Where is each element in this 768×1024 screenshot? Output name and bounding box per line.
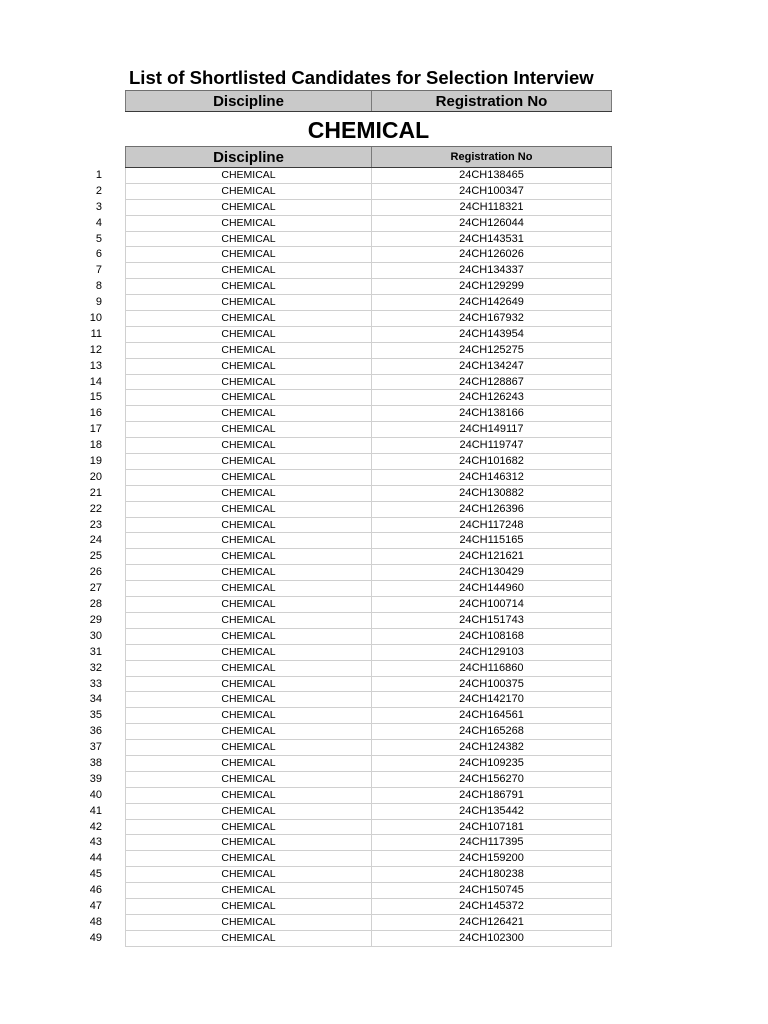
registration-no-cell: 24CH117248 [372, 518, 612, 534]
table-row [0, 581, 768, 597]
registration-no-cell: 24CH108168 [372, 629, 612, 645]
table-row [0, 454, 768, 470]
discipline-cell: CHEMICAL [125, 406, 372, 422]
row-number: 8 [95, 280, 102, 293]
table-row [0, 518, 768, 534]
row-number: 10 [89, 312, 102, 325]
registration-no-cell: 24CH117395 [372, 835, 612, 851]
registration-no-cell: 24CH134337 [372, 263, 612, 279]
registration-no-cell: 24CH134247 [372, 359, 612, 375]
table-row [0, 708, 768, 724]
table-row [0, 247, 768, 263]
row-number: 13 [89, 359, 102, 372]
row-number: 19 [89, 455, 102, 468]
table-row [0, 200, 768, 216]
table-row [0, 502, 768, 518]
discipline-cell: CHEMICAL [125, 788, 372, 804]
registration-no-cell: 24CH145372 [372, 899, 612, 915]
row-number: 47 [89, 899, 102, 912]
registration-no-cell: 24CH101682 [372, 454, 612, 470]
discipline-cell: CHEMICAL [125, 359, 372, 375]
table-row [0, 915, 768, 931]
discipline-cell: CHEMICAL [125, 581, 372, 597]
row-number: 17 [89, 423, 102, 436]
registration-no-cell: 24CH126243 [372, 390, 612, 406]
row-number: 40 [89, 788, 102, 801]
table-row [0, 486, 768, 502]
registration-no-cell: 24CH102300 [372, 931, 612, 947]
discipline-cell: CHEMICAL [125, 820, 372, 836]
row-number: 6 [95, 248, 102, 261]
discipline-cell: CHEMICAL [125, 756, 372, 772]
discipline-cell: CHEMICAL [125, 565, 372, 581]
registration-no-cell: 24CH126421 [372, 915, 612, 931]
discipline-cell: CHEMICAL [125, 327, 372, 343]
table-row [0, 232, 768, 248]
table-header-row [125, 146, 612, 168]
row-number: 12 [89, 343, 102, 356]
discipline-cell: CHEMICAL [125, 772, 372, 788]
table-row [0, 470, 768, 486]
row-number: 21 [89, 486, 102, 499]
document-title: List of Shortlisted Candidates for Selection Interview [129, 67, 594, 88]
row-number: 15 [89, 391, 102, 404]
discipline-cell: CHEMICAL [125, 692, 372, 708]
registration-no-cell: 24CH119747 [372, 438, 612, 454]
table-row [0, 168, 768, 184]
row-number: 11 [90, 327, 102, 340]
row-number: 29 [89, 613, 102, 626]
section-title: CHEMICAL [307, 117, 430, 143]
table-row [0, 390, 768, 406]
registration-no-cell: 24CH149117 [372, 422, 612, 438]
row-number: 1 [95, 169, 102, 181]
discipline-cell: CHEMICAL [125, 184, 372, 200]
registration-no-cell: 24CH142170 [372, 692, 612, 708]
table-row [0, 311, 768, 327]
discipline-cell: CHEMICAL [125, 851, 372, 867]
table-row [0, 851, 768, 867]
discipline-cell: CHEMICAL [125, 168, 372, 184]
registration-no-cell: 24CH129103 [372, 645, 612, 661]
registration-no-cell: 24CH121621 [372, 549, 612, 565]
table-row [0, 438, 768, 454]
registration-no-cell: 24CH165268 [372, 724, 612, 740]
table-row [0, 740, 768, 756]
discipline-cell: CHEMICAL [125, 375, 372, 391]
row-number: 20 [89, 470, 102, 483]
discipline-cell: CHEMICAL [125, 629, 372, 645]
registration-no-cell: 24CH138465 [372, 168, 612, 184]
discipline-cell: CHEMICAL [125, 931, 372, 947]
registration-no-cell: 24CH143954 [372, 327, 612, 343]
top-header-row [125, 90, 612, 112]
table-row [0, 422, 768, 438]
row-number: 2 [95, 184, 102, 197]
registration-no-cell: 24CH100714 [372, 597, 612, 613]
registration-no-cell: 24CH126026 [372, 247, 612, 263]
registration-no-cell: 24CH135442 [372, 804, 612, 820]
discipline-cell: CHEMICAL [125, 883, 372, 899]
registration-no-cell: 24CH124382 [372, 740, 612, 756]
registration-no-cell: 24CH128867 [372, 375, 612, 391]
row-number: 46 [89, 884, 102, 897]
row-number: 18 [89, 439, 102, 452]
registration-no-cell: 24CH167932 [372, 311, 612, 327]
row-number: 33 [89, 677, 102, 690]
table-row [0, 375, 768, 391]
discipline-cell: CHEMICAL [125, 247, 372, 263]
table-row [0, 820, 768, 836]
table-row [0, 549, 768, 565]
row-number: 41 [89, 804, 102, 817]
row-number: 49 [89, 931, 102, 944]
registration-no-cell: 24CH100347 [372, 184, 612, 200]
registration-no-cell: 24CH126396 [372, 502, 612, 518]
row-number: 9 [95, 296, 102, 309]
registration-no-cell: 24CH115165 [372, 533, 612, 549]
registration-no-cell: 24CH116860 [372, 661, 612, 677]
row-number: 38 [89, 756, 102, 769]
discipline-cell: CHEMICAL [125, 343, 372, 359]
row-number: 22 [89, 502, 102, 515]
discipline-cell: CHEMICAL [125, 232, 372, 248]
discipline-cell: CHEMICAL [125, 454, 372, 470]
row-number: 35 [89, 709, 102, 722]
row-number: 42 [89, 820, 102, 833]
table-row [0, 565, 768, 581]
registration-no-cell: 24CH118321 [372, 200, 612, 216]
table-row [0, 216, 768, 232]
table-row [0, 835, 768, 851]
row-number: 32 [89, 661, 102, 674]
discipline-cell: CHEMICAL [125, 311, 372, 327]
discipline-cell: CHEMICAL [125, 724, 372, 740]
row-number: 37 [89, 741, 102, 754]
row-number: 28 [89, 598, 102, 611]
registration-no-cell: 24CH151743 [372, 613, 612, 629]
table-row [0, 772, 768, 788]
table-row [0, 184, 768, 200]
discipline-cell: CHEMICAL [125, 867, 372, 883]
discipline-cell: CHEMICAL [125, 279, 372, 295]
discipline-cell: CHEMICAL [125, 518, 372, 534]
discipline-cell: CHEMICAL [125, 915, 372, 931]
row-number: 48 [89, 915, 102, 928]
registration-no-cell: 24CH125275 [372, 343, 612, 359]
discipline-cell: CHEMICAL [125, 216, 372, 232]
row-number: 3 [95, 200, 102, 213]
row-number: 24 [89, 534, 102, 547]
table-row [0, 629, 768, 645]
registration-no-cell: 24CH144960 [372, 581, 612, 597]
registration-no-cell: 24CH126044 [372, 216, 612, 232]
table-row [0, 406, 768, 422]
discipline-cell: CHEMICAL [125, 677, 372, 693]
table-row [0, 295, 768, 311]
registration-no-cell: 24CH159200 [372, 851, 612, 867]
table-row [0, 343, 768, 359]
discipline-cell: CHEMICAL [125, 438, 372, 454]
discipline-cell: CHEMICAL [125, 899, 372, 915]
row-number: 36 [89, 725, 102, 738]
discipline-cell: CHEMICAL [125, 295, 372, 311]
discipline-cell: CHEMICAL [125, 708, 372, 724]
row-number: 5 [95, 232, 102, 245]
table-row [0, 899, 768, 915]
discipline-cell: CHEMICAL [125, 533, 372, 549]
registration-no-cell: 24CH130882 [372, 486, 612, 502]
discipline-cell: CHEMICAL [125, 502, 372, 518]
header-registration-no: Registration No [372, 91, 612, 111]
row-number: 23 [89, 518, 102, 531]
discipline-cell: CHEMICAL [125, 613, 372, 629]
registration-no-cell: 24CH146312 [372, 470, 612, 486]
table-row [0, 756, 768, 772]
table-row [0, 788, 768, 804]
registration-no-cell: 24CH129299 [372, 279, 612, 295]
discipline-cell: CHEMICAL [125, 263, 372, 279]
registration-no-cell: 24CH100375 [372, 677, 612, 693]
table-row [0, 279, 768, 295]
table-row [0, 597, 768, 613]
discipline-cell: CHEMICAL [125, 486, 372, 502]
column-header-discipline: Discipline [125, 147, 372, 167]
discipline-cell: CHEMICAL [125, 390, 372, 406]
registration-no-cell: 24CH156270 [372, 772, 612, 788]
registration-no-cell: 24CH107181 [372, 820, 612, 836]
registration-no-cell: 24CH130429 [372, 565, 612, 581]
discipline-cell: CHEMICAL [125, 597, 372, 613]
discipline-cell: CHEMICAL [125, 835, 372, 851]
registration-no-cell: 24CH142649 [372, 295, 612, 311]
table-row [0, 724, 768, 740]
registration-no-cell: 24CH180238 [372, 867, 612, 883]
row-number: 44 [89, 852, 102, 865]
row-number: 4 [95, 216, 102, 229]
row-number: 43 [89, 836, 102, 849]
discipline-cell: CHEMICAL [125, 470, 372, 486]
registration-no-cell: 24CH150745 [372, 883, 612, 899]
discipline-cell: CHEMICAL [125, 661, 372, 677]
table-row [0, 883, 768, 899]
table-row [0, 692, 768, 708]
discipline-cell: CHEMICAL [125, 200, 372, 216]
table-row [0, 931, 768, 947]
table-row [0, 867, 768, 883]
registration-no-cell: 24CH138166 [372, 406, 612, 422]
row-number: 45 [89, 868, 102, 881]
row-number: 25 [89, 550, 102, 563]
table-row [0, 359, 768, 375]
table-row [0, 263, 768, 279]
table-row [0, 613, 768, 629]
table-row [0, 327, 768, 343]
discipline-cell: CHEMICAL [125, 549, 372, 565]
table-row [0, 804, 768, 820]
table-row [0, 645, 768, 661]
row-number: 31 [89, 645, 102, 658]
table-row [0, 533, 768, 549]
row-number: 26 [89, 566, 102, 579]
row-number: 16 [89, 407, 102, 420]
row-number: 39 [89, 772, 102, 785]
candidate-table [0, 168, 768, 947]
registration-no-cell: 24CH109235 [372, 756, 612, 772]
row-number: 27 [89, 582, 102, 595]
row-number: 14 [89, 375, 102, 388]
registration-no-cell: 24CH186791 [372, 788, 612, 804]
discipline-cell: CHEMICAL [125, 645, 372, 661]
header-discipline: Discipline [125, 91, 372, 111]
row-number: 34 [89, 693, 102, 706]
registration-no-cell: 24CH143531 [372, 232, 612, 248]
registration-no-cell: 24CH164561 [372, 708, 612, 724]
table-row [0, 661, 768, 677]
row-number: 30 [89, 629, 102, 642]
discipline-cell: CHEMICAL [125, 422, 372, 438]
discipline-cell: CHEMICAL [125, 740, 372, 756]
table-row [0, 677, 768, 693]
discipline-cell: CHEMICAL [125, 804, 372, 820]
row-number: 7 [95, 264, 102, 277]
column-header-registration-no: Registration No [372, 147, 612, 167]
